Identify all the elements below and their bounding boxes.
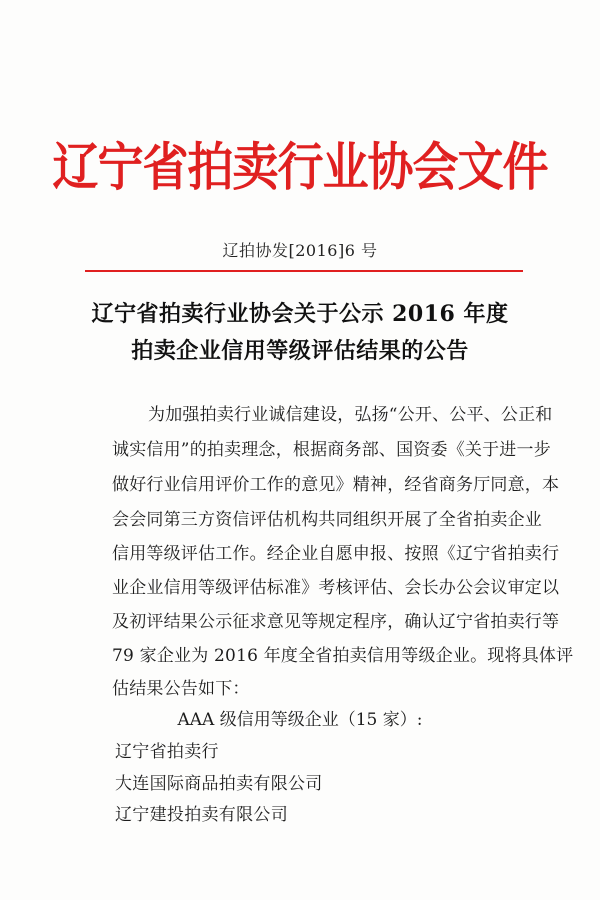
company-list-item: 辽宁省拍卖行	[115, 742, 219, 762]
announcement-title-line-1: 辽宁省拍卖行业协会关于公示 2016 年度	[91, 301, 509, 327]
document-header-title: 辽宁省拍卖行业协会文件	[52, 137, 548, 198]
body-line: 做好行业信用评价工作的意见》精神，经省商务厅同意，本	[112, 475, 560, 495]
body-line: 业企业信用等级评估标准》考核评估、会长办公会议审定以	[112, 578, 560, 598]
body-line: 及初评结果公示征求意见等规定程序，确认辽宁省拍卖行等	[112, 612, 560, 632]
body-line: 会会同第三方资信评估机构共同组织开展了全省拍卖企业	[112, 510, 542, 530]
body-line: 估结果公告如下：	[112, 679, 250, 699]
announcement-title-line-2: 拍卖企业信用等级评估结果的公告	[131, 338, 469, 364]
body-line: 诚实信用”的拍卖理念，根据商务部、国资委《关于进一步	[112, 440, 551, 460]
red-divider-line	[85, 270, 523, 272]
body-line: 79 家企业为 2016 年度全省拍卖信用等级企业。现将具体评	[112, 646, 574, 666]
aaa-section-heading: AAA 级信用等级企业（15 家）:	[177, 710, 423, 730]
body-line: 为加强拍卖行业诚信建设，弘扬“公开、公平、公正和	[148, 405, 553, 425]
company-list-item: 大连国际商品拍卖有限公司	[115, 774, 323, 794]
document-number: 辽拍协发[2016]6 号	[222, 241, 378, 260]
company-list-item: 辽宁建投拍卖有限公司	[115, 805, 288, 825]
body-line: 信用等级评估工作。经企业自愿申报、按照《辽宁省拍卖行	[112, 544, 560, 564]
